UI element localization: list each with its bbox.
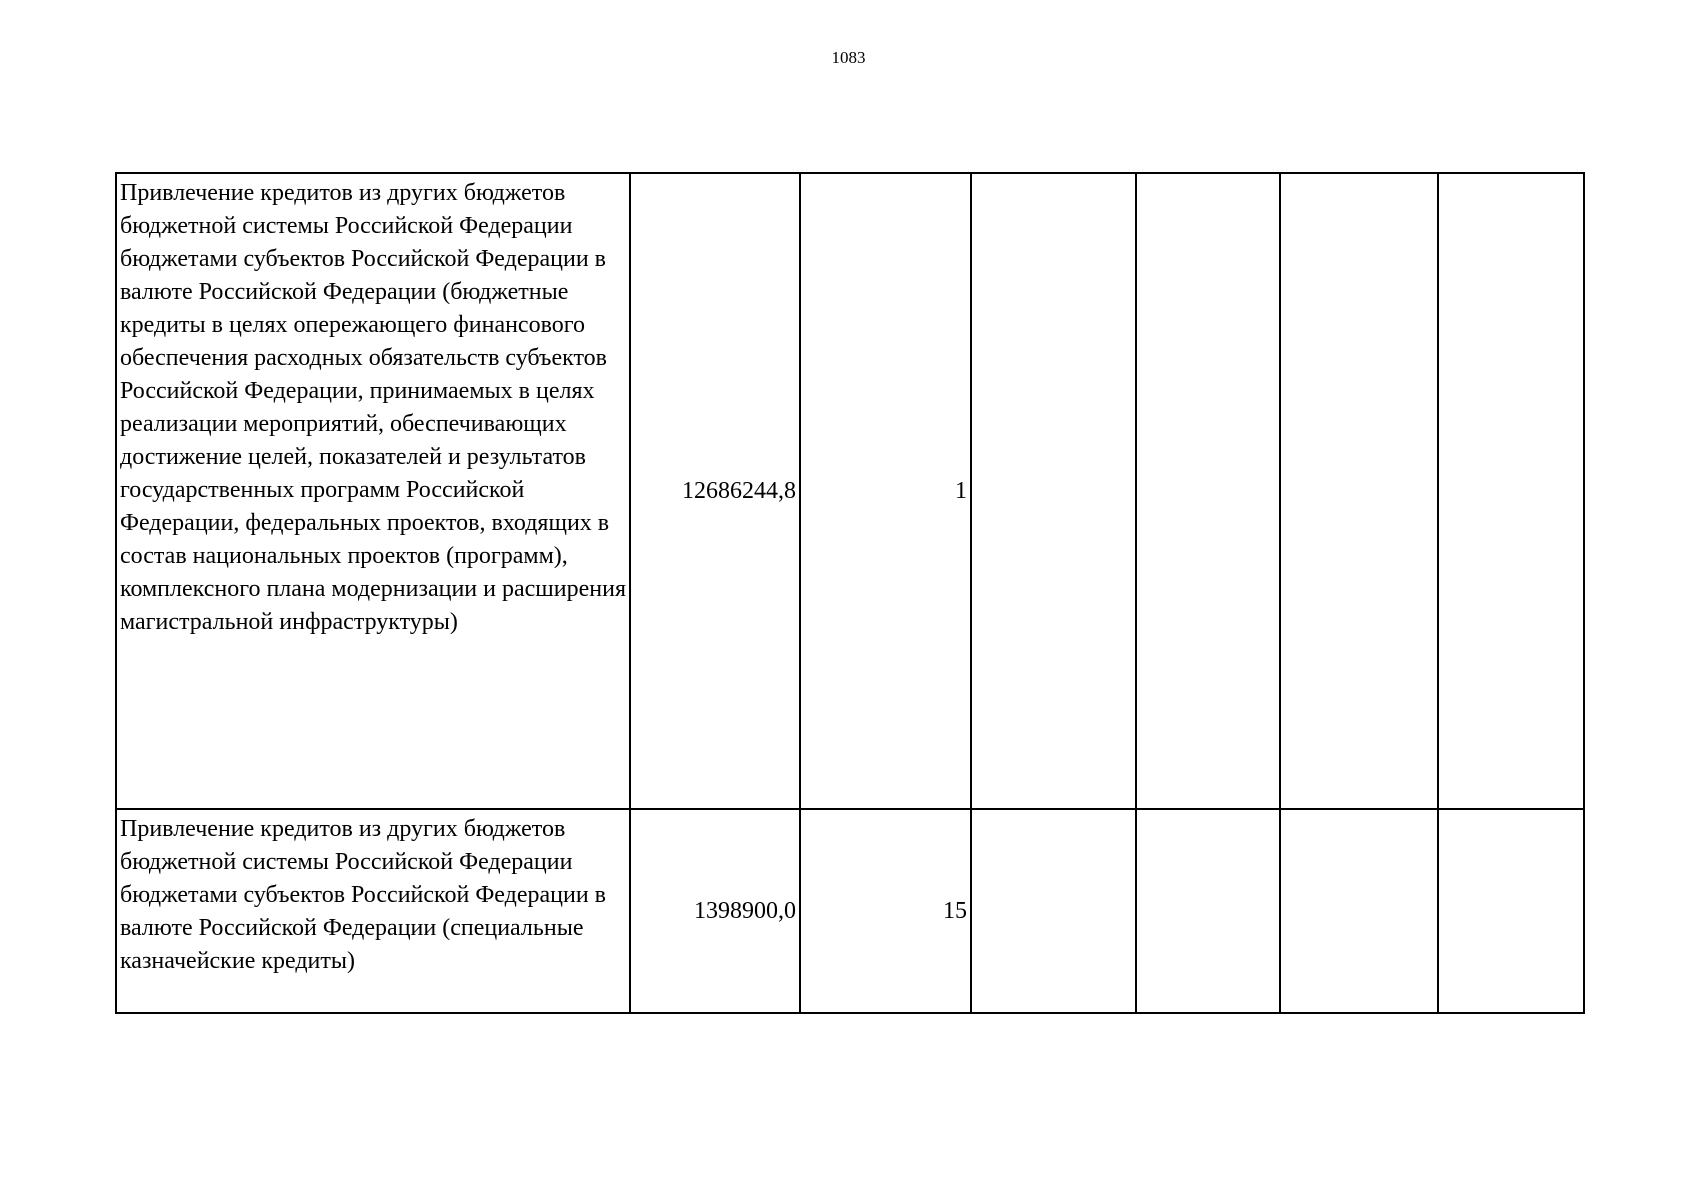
empty-cell — [1280, 809, 1438, 1013]
row-description-cell — [116, 809, 630, 1013]
amount-cell: 1398900,0 — [630, 809, 800, 1013]
empty-cell — [971, 173, 1136, 809]
row-description: Привлечение кредитов из других бюджетов бюджетной системы Российской Федерации бюджетами субъектов Российской Федерации в валюте Российской Федерации (бюджетные кредиты в целях опережающего финансового обеспечения расходных обязательств субъектов Российской Федерации, принимаемых в целях реализации мероприятий, обеспечивающих достижение целей, показателей и результатов государственных программ Российской Федерации, федеральных проектов, входящих в состав национальных проектов (программ), комплексного плана модернизации и расширения магистральной инфраструктуры) — [120, 180, 626, 635]
budget-table — [115, 172, 1585, 1014]
empty-cell — [1280, 173, 1438, 809]
row-description: Привлечение кредитов из других бюджетов бюджетной системы Российской Федерации бюджетами субъектов Российской Федерации в валюте Российской Федерации (специальные казначейские кредиты) — [120, 816, 607, 974]
page-number: 1083 — [831, 48, 866, 67]
empty-cell — [1438, 173, 1584, 809]
empty-cell — [1438, 809, 1584, 1013]
count-cell: 1 — [800, 173, 971, 809]
amount-cell: 12686244,8 — [630, 173, 800, 809]
row-description-cell — [116, 173, 630, 809]
count-cell: 15 — [800, 809, 971, 1013]
table-row — [116, 173, 1584, 809]
empty-cell — [971, 809, 1136, 1013]
table-row — [116, 809, 1584, 1013]
empty-cell — [1136, 809, 1280, 1013]
empty-cell — [1136, 173, 1280, 809]
